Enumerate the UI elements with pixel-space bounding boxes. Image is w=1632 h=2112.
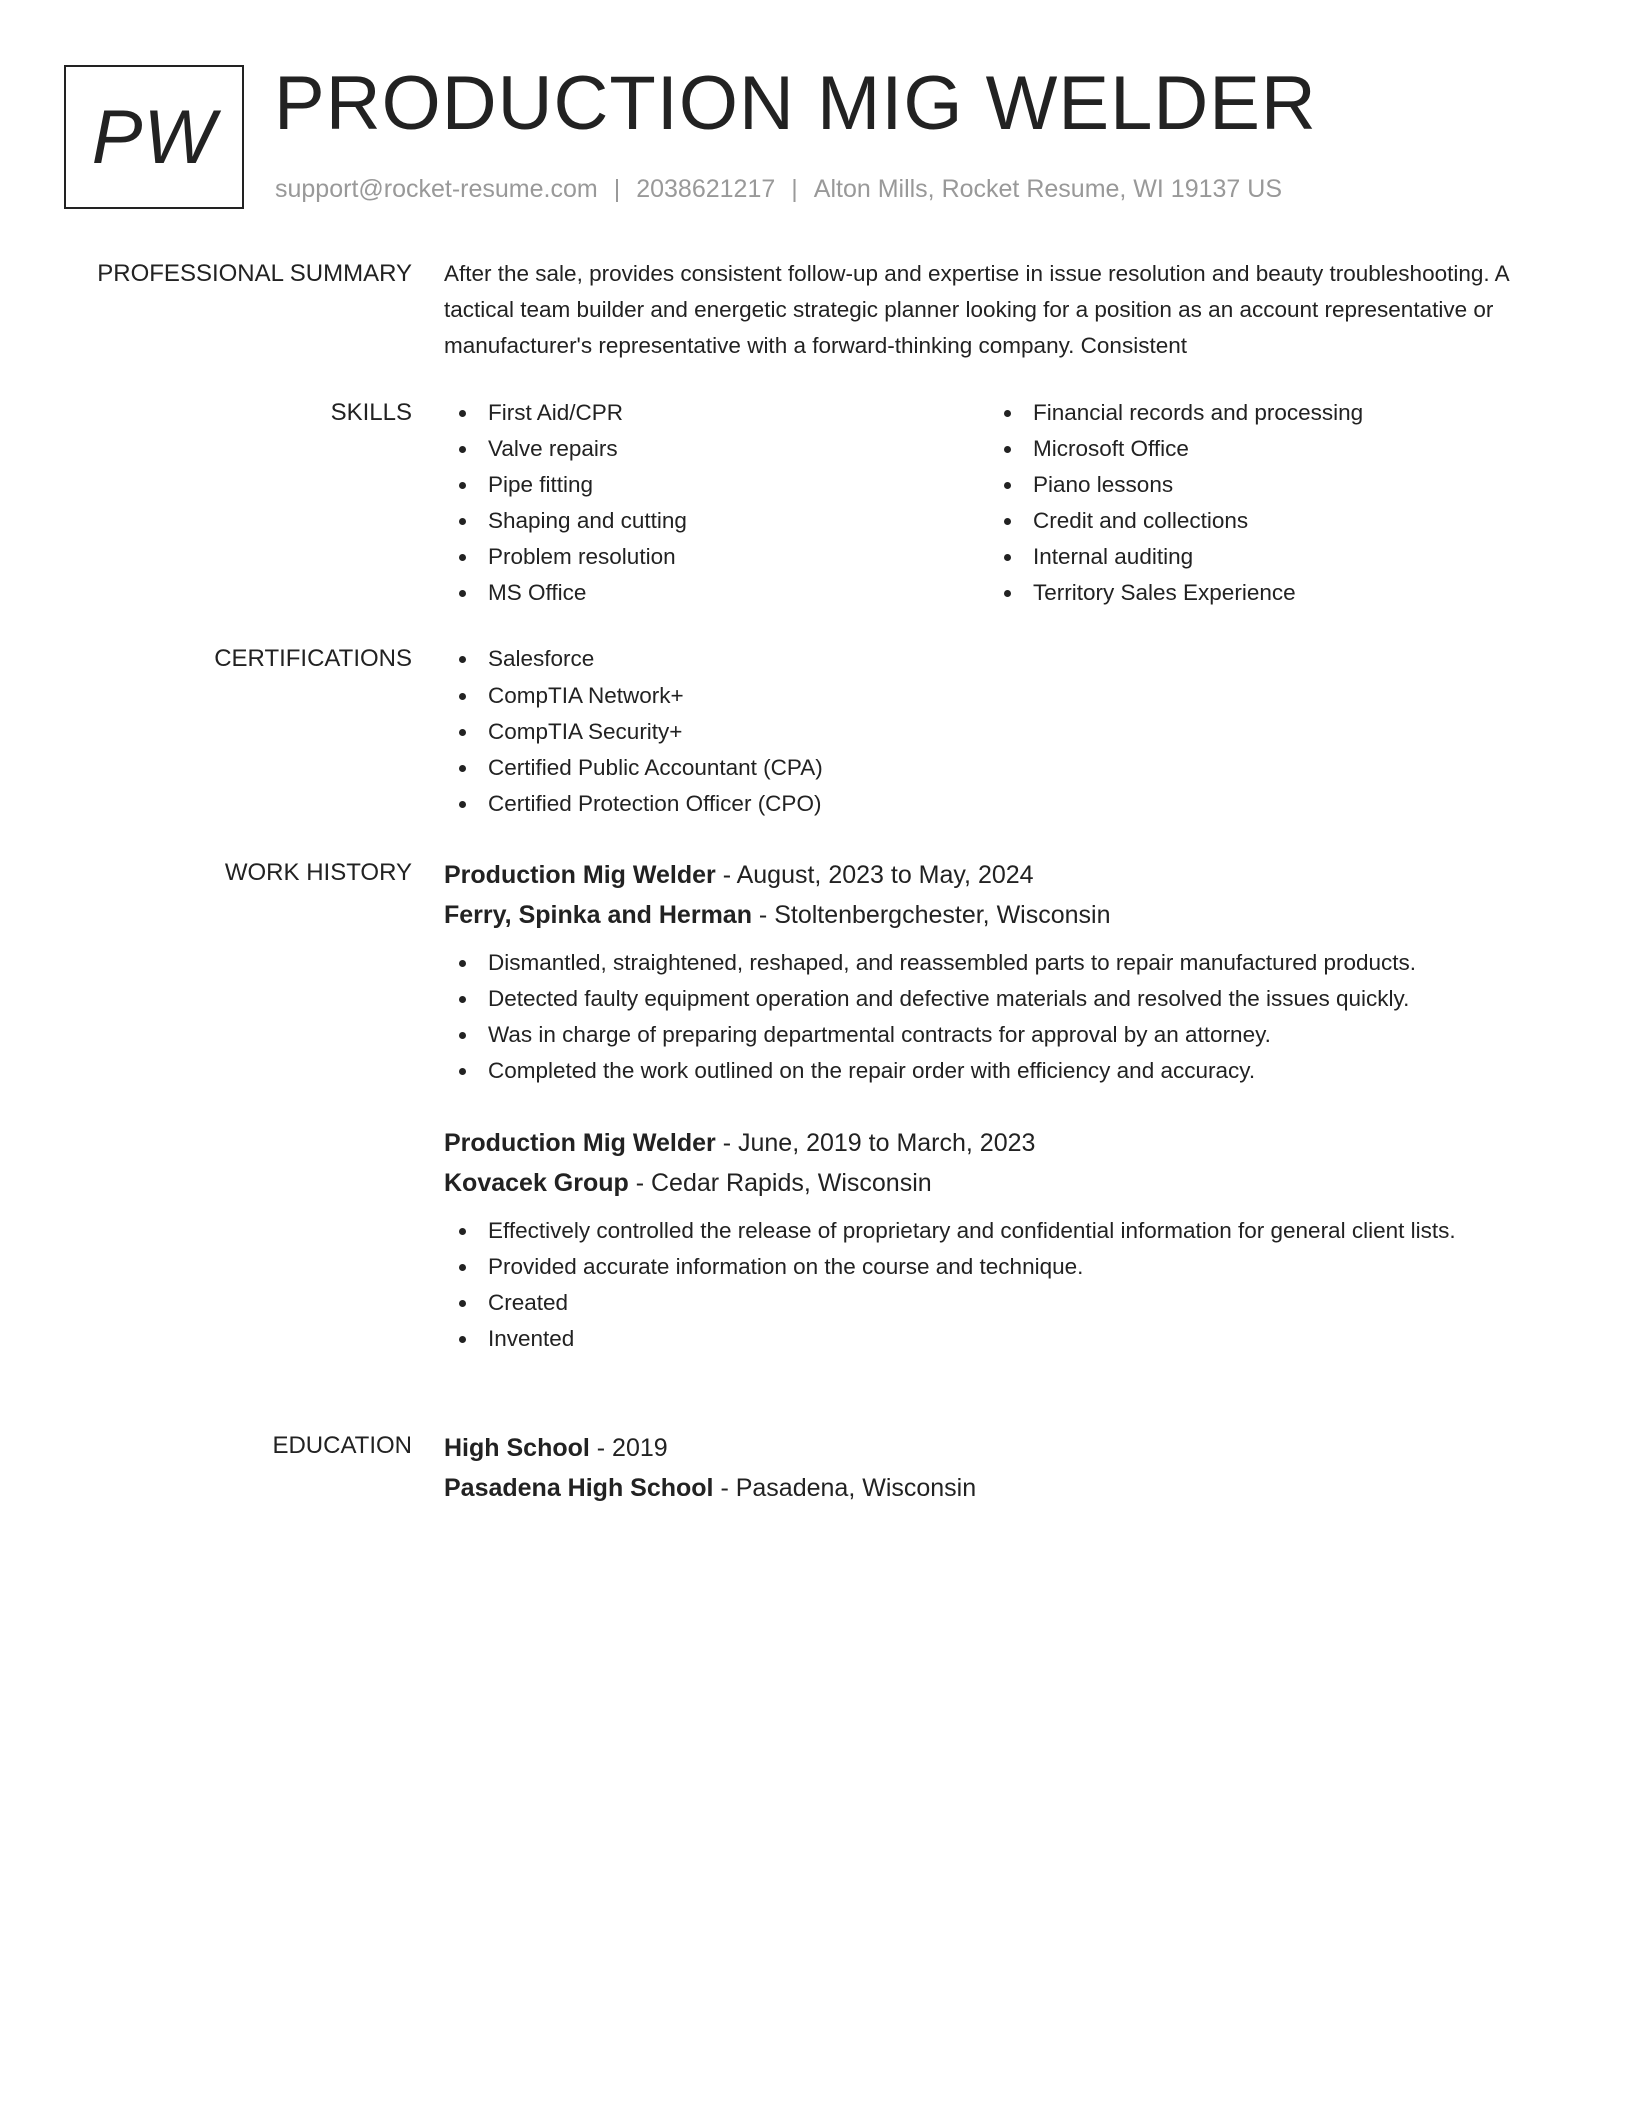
contact-separator: | xyxy=(613,175,621,203)
job-location: - Cedar Rapids, Wisconsin xyxy=(628,1169,932,1197)
job-role: Production Mig Welder xyxy=(444,1129,716,1157)
job-bullet: Completed the work outlined on the repair order with efficiency and accuracy. xyxy=(444,1053,1564,1089)
skill-item: Financial records and processing xyxy=(989,395,1529,431)
contact-phone: 2038621217 xyxy=(636,175,776,203)
skill-item: MS Office xyxy=(444,575,984,611)
education-degree: High School xyxy=(444,1434,590,1462)
skills-list-left xyxy=(444,395,984,611)
summary-heading: PROFESSIONAL SUMMARY xyxy=(97,260,412,287)
skill-item: Piano lessons xyxy=(989,467,1529,503)
certifications-body xyxy=(444,641,1564,822)
job-bullet: Provided accurate information on the course and technique. xyxy=(444,1249,1564,1285)
job-company-line xyxy=(444,1163,1564,1203)
job-title-line xyxy=(444,1123,1564,1163)
education-school: Pasadena High School xyxy=(444,1474,714,1502)
job-role: Production Mig Welder xyxy=(444,861,716,889)
education-degree-line xyxy=(444,1428,1564,1468)
job-entry xyxy=(444,1123,1564,1357)
summary-text: After the sale, provides consistent follow-up and expertise in issue resolution and beauty troubleshooting. A tactical team builder and energetic strategic planner looking for a position as an account representative or manufacturer's representative with a forward-thinking company. Consistent xyxy=(444,261,1509,358)
skill-item: Problem resolution xyxy=(444,539,984,575)
job-bullet: Created xyxy=(444,1285,1564,1321)
skill-item: Shaping and cutting xyxy=(444,503,984,539)
job-bullet: Detected faulty equipment operation and defective materials and resolved the issues quickly. xyxy=(444,981,1564,1017)
resume-header xyxy=(64,61,1564,211)
job-company-line xyxy=(444,895,1564,935)
contact-email: support@rocket-resume.com xyxy=(275,175,598,203)
certification-item: Certified Protection Officer (CPO) xyxy=(444,786,1564,822)
job-entry xyxy=(444,855,1564,1089)
summary-body xyxy=(444,256,1564,364)
certifications-list xyxy=(444,641,1564,822)
job-bullets xyxy=(444,945,1564,1089)
job-dates: - June, 2019 to March, 2023 xyxy=(715,1129,1036,1157)
contact-line xyxy=(275,171,1282,207)
certifications-heading: CERTIFICATIONS xyxy=(214,645,412,672)
job-title-line xyxy=(444,855,1564,895)
certification-item: CompTIA Network+ xyxy=(444,678,1564,714)
job-bullet: Dismantled, straightened, reshaped, and reassembled parts to repair manufactured products. xyxy=(444,945,1564,981)
education-location: - Pasadena, Wisconsin xyxy=(713,1474,977,1502)
work-history-heading: WORK HISTORY xyxy=(224,859,412,886)
certification-item: Salesforce xyxy=(444,641,1564,677)
skill-item: Valve repairs xyxy=(444,431,984,467)
education-body xyxy=(444,1428,1564,1508)
contact-address: Alton Mills, Rocket Resume, WI 19137 US xyxy=(813,175,1282,203)
education-school-line xyxy=(444,1468,1564,1508)
skill-item: Credit and collections xyxy=(989,503,1529,539)
skill-item: Pipe fitting xyxy=(444,467,984,503)
work-history-body xyxy=(444,855,1564,1351)
job-dates: - August, 2023 to May, 2024 xyxy=(715,861,1034,889)
job-company: Ferry, Spinka and Herman xyxy=(444,901,752,929)
skill-item: Internal auditing xyxy=(989,539,1529,575)
skill-item: First Aid/CPR xyxy=(444,395,984,431)
education-heading: EDUCATION xyxy=(272,1432,412,1459)
skills-list-right xyxy=(989,395,1529,611)
skills-body xyxy=(444,395,1564,611)
education-year: - 2019 xyxy=(589,1434,668,1462)
job-company: Kovacek Group xyxy=(444,1169,629,1197)
job-bullets xyxy=(444,1213,1564,1357)
candidate-name: PRODUCTION MIG WELDER xyxy=(274,61,1317,146)
monogram-logo: PW xyxy=(64,65,244,209)
job-bullet: Invented xyxy=(444,1321,1564,1357)
skill-item: Microsoft Office xyxy=(989,431,1529,467)
certification-item: Certified Public Accountant (CPA) xyxy=(444,750,1564,786)
contact-separator: | xyxy=(791,175,798,203)
certification-item: CompTIA Security+ xyxy=(444,714,1564,750)
job-location: - Stoltenbergchester, Wisconsin xyxy=(751,901,1111,929)
skills-heading: SKILLS xyxy=(330,399,412,426)
job-bullet: Was in charge of preparing departmental contracts for approval by an attorney. xyxy=(444,1017,1564,1053)
job-bullet: Effectively controlled the release of proprietary and confidential information for general client lists. xyxy=(444,1213,1564,1249)
skill-item: Territory Sales Experience xyxy=(989,575,1529,611)
